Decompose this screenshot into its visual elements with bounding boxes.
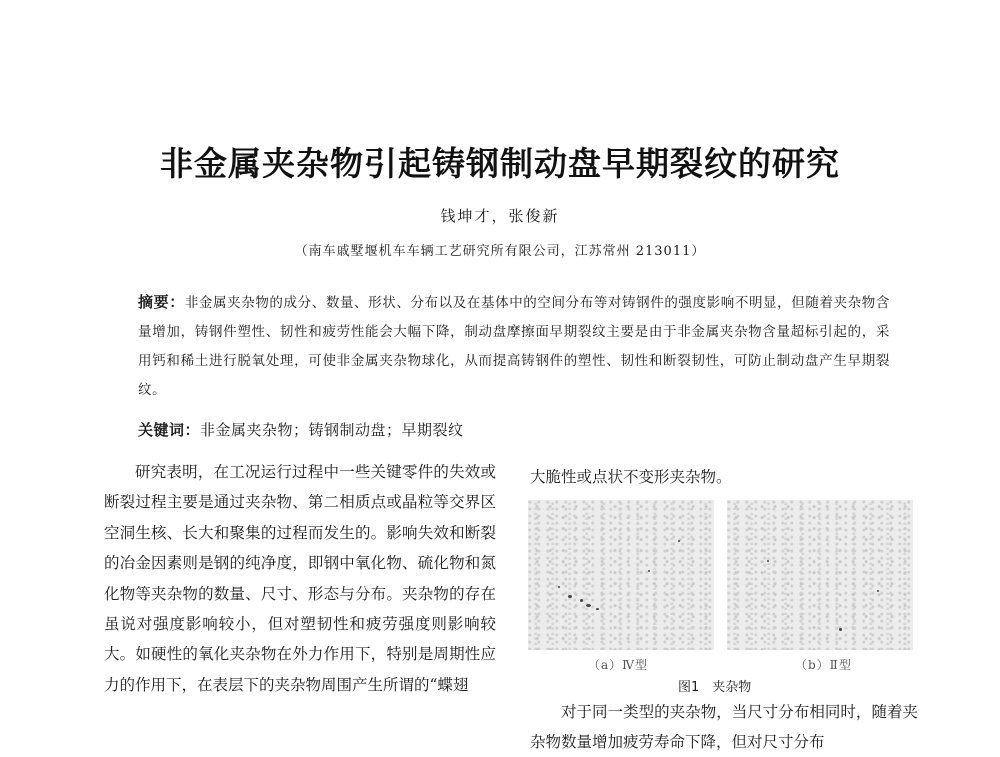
right-column-top-text: 大脆性或点状不变形夹杂物。 xyxy=(530,468,732,486)
figure-caption: 图1 夹杂物 xyxy=(678,680,752,695)
micrograph-b xyxy=(727,500,913,650)
right-column-bottom-text: 对于同一类型的夹杂物，当尺寸分布相同时，随着夹杂物数量增加疲劳寿命下降，但对尺寸分布 xyxy=(530,703,918,751)
abstract xyxy=(138,288,890,405)
keywords xyxy=(138,419,898,440)
body-paragraph-left: 研究表明，在工况运行过程中一些关键零件的失效或断裂过程主要是通过夹杂物、第二相质点或晶粒等交界区空洞生核、长大和聚集的过程而发生的。影响失效和断裂的冶金因素则是钢的纯净度，即钢中氧化物、硫化物和氮化物等夹杂物的数量、尺寸、形态与分布。夹杂物的存在虽说对强度影响较小，但对塑韧性和疲劳强度则影响较大。如硬性的氧化夹杂物在外力作用下，特别是周期性应力的作用下，在表层下的夹杂物周围产生所谓的“蝶翅 xyxy=(104,463,496,694)
abstract-label: 摘要： xyxy=(138,293,185,311)
inclusion-speck xyxy=(596,608,599,610)
inclusion-speck xyxy=(767,560,769,562)
micrograph-a xyxy=(528,500,714,650)
inclusion-speck xyxy=(568,595,572,598)
inclusion-speck xyxy=(839,628,842,631)
inclusion-speck xyxy=(877,590,879,592)
inclusion-speck xyxy=(678,540,680,542)
abstract-text: 非金属夹杂物的成分、数量、形状、分布以及在基体中的空间分布等对铸钢件的强度影响不明显，但随着夹杂物含量增加，铸钢件塑性、韧性和疲劳性能会大幅下降，制动盘摩擦面早期裂纹主要是由于非金属夹杂物含量超标引起的，采用钙和稀土进行脱氧处理，可使非金属夹杂物球化，从而提高铸钢件的塑性、韧性和断裂韧性，可防止制动盘产生早期裂纹。 xyxy=(138,295,890,398)
authors: 钱坤才，张俊新 xyxy=(440,207,560,225)
inclusion-speck xyxy=(648,570,650,572)
keywords-text: 非金属夹杂物；铸钢制动盘；早期裂纹 xyxy=(200,421,464,439)
inclusion-speck xyxy=(580,599,583,602)
affiliation: （南车戚墅堰机车车辆工艺研究所有限公司，江苏常州 213011） xyxy=(294,244,706,259)
subfigure-caption-a: （a）Ⅳ型 xyxy=(588,658,649,672)
inclusion-speck xyxy=(586,604,591,607)
left-column xyxy=(104,457,496,700)
subfigure-caption-b: （b）Ⅱ型 xyxy=(795,658,852,672)
inclusion-speck xyxy=(558,586,560,588)
paper-title: 非金属夹杂物引起铸钢制动盘早期裂纹的研究 xyxy=(160,144,840,183)
keywords-label: 关键词： xyxy=(138,421,201,439)
